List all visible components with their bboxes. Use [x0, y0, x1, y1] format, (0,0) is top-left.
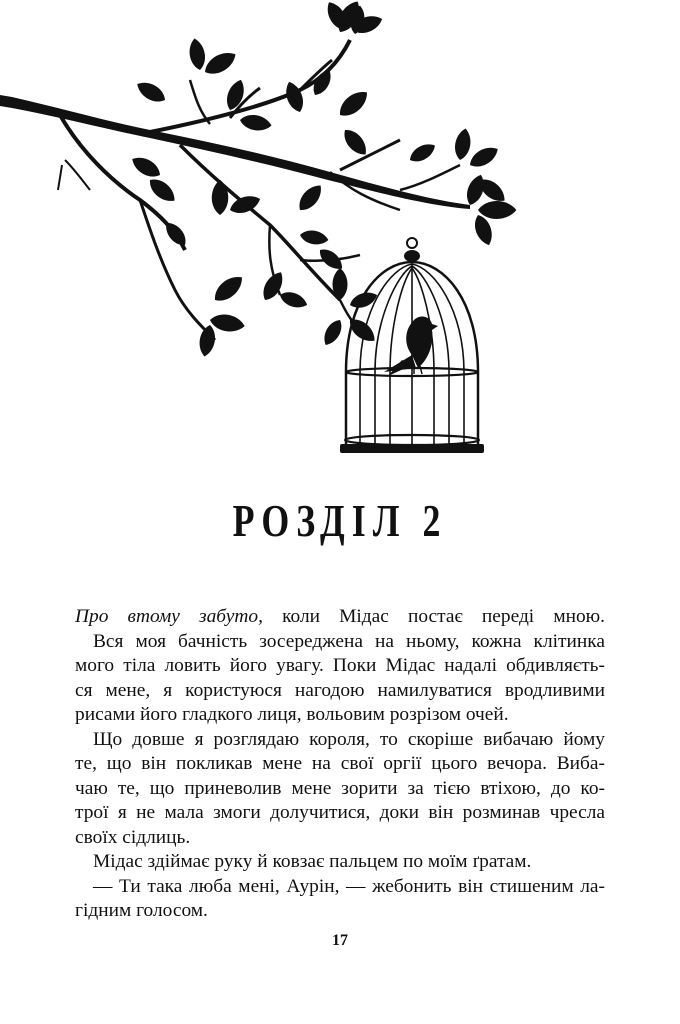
- body-text: [75, 605, 605, 924]
- text-line: ся мене, я користуюся нагодою намилуватися вродливими: [75, 679, 605, 701]
- text-line: рисами його гладкого лиця, вольовим розрізом очей.: [75, 704, 509, 725]
- text-line: Вся моя бачність зосереджена на ньому, кожна клітинка: [93, 630, 605, 652]
- birdcage-icon: [340, 238, 484, 453]
- line-text: коли Мідас постає переді мною.: [262, 606, 606, 627]
- italic-phrase: Про втому забуто,: [75, 606, 263, 627]
- text-line: мого тіла ловить його увагу. Поки Мідас надалі обдивляєть-: [75, 655, 605, 676]
- text-line: — Ти така люба мені, Аурін, — жебонить він стишеним ла-: [93, 875, 605, 897]
- text-line: [75, 605, 605, 630]
- text-line: своїх сідлиць.: [75, 826, 191, 848]
- page-number: 17: [332, 932, 348, 949]
- chapter-title: РОЗДІЛ 2: [232, 495, 448, 546]
- text-line: те, що він покликав мене на свої оргії цього вечора. Виба-: [75, 753, 605, 774]
- text-line: трої я не мала змоги долучитися, доки він розминав чресла: [75, 802, 605, 823]
- text-line: Що довше я розглядаю короля, то скоріше вибачаю йому: [93, 728, 605, 750]
- text-line: чаю те, що приневолив мене зорити за тією втіхою, до ко-: [75, 777, 605, 799]
- text-line: гідним голосом.: [75, 900, 208, 921]
- branch-with-birdcage-illustration: [0, 0, 680, 470]
- text-line: Мідас здіймає руку й ковзає пальцем по моїм ґратам.: [93, 851, 532, 872]
